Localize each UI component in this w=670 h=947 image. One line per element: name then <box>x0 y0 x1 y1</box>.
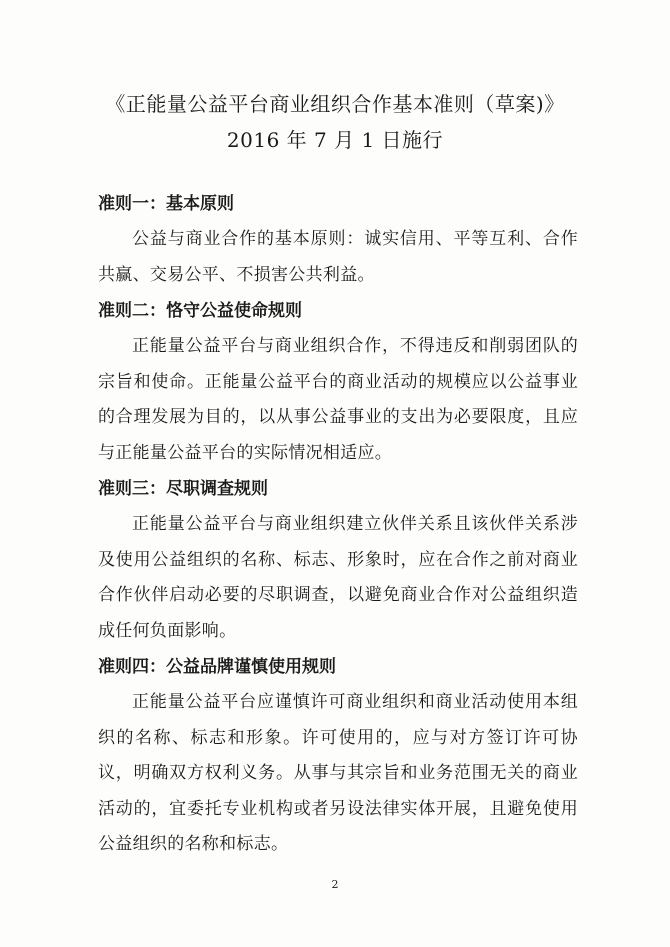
document-body <box>98 186 578 863</box>
section-heading: 准则四：公益品牌谨慎使用规则 <box>98 657 336 677</box>
document-effective-date: 2016 年 7 月 1 日施行 <box>226 128 444 152</box>
section-paragraph: 正能量公益平台应谨慎许可商业组织和商业活动使用本组织的名称、标志和形象。许可使用的，应与对方签订许可协议，明确双方权利义务。从事与其宗旨和业务范围无关的商业活动的，宜委托专业机构或者另设法律实体开展，且避免使用公益组织的名称和标志。 <box>98 692 578 854</box>
section-heading: 准则一：基本原则 <box>98 194 234 214</box>
title-block <box>0 86 670 158</box>
section-heading: 准则三：尽职调查规则 <box>98 479 268 499</box>
document-title: 《正能量公益平台商业组织合作基本准则（草案)》 <box>105 92 565 116</box>
section-paragraph: 公益与商业合作的基本原则：诚实信用、平等互利、合作共赢、交易公平、不损害公共利益。 <box>98 229 578 285</box>
section-paragraph: 正能量公益平台与商业组织合作，不得违反和削弱团队的宗旨和使命。正能量公益平台的商业活动的规模应以公益事业的合理发展为目的，以从事公益事业的支出为必要限度，且应与正能量公益平台的实际情况相适应。 <box>98 336 578 463</box>
page-number: 2 <box>331 878 339 891</box>
section-heading: 准则二：恪守公益使命规则 <box>98 301 302 321</box>
section-paragraph: 正能量公益平台与商业组织建立伙伴关系且该伙伴关系涉及使用公益组织的名称、标志、形象时，应在合作之前对商业合作伙伴启动必要的尽职调查，以避免商业合作对公益组织造成任何负面影响。 <box>98 514 578 641</box>
